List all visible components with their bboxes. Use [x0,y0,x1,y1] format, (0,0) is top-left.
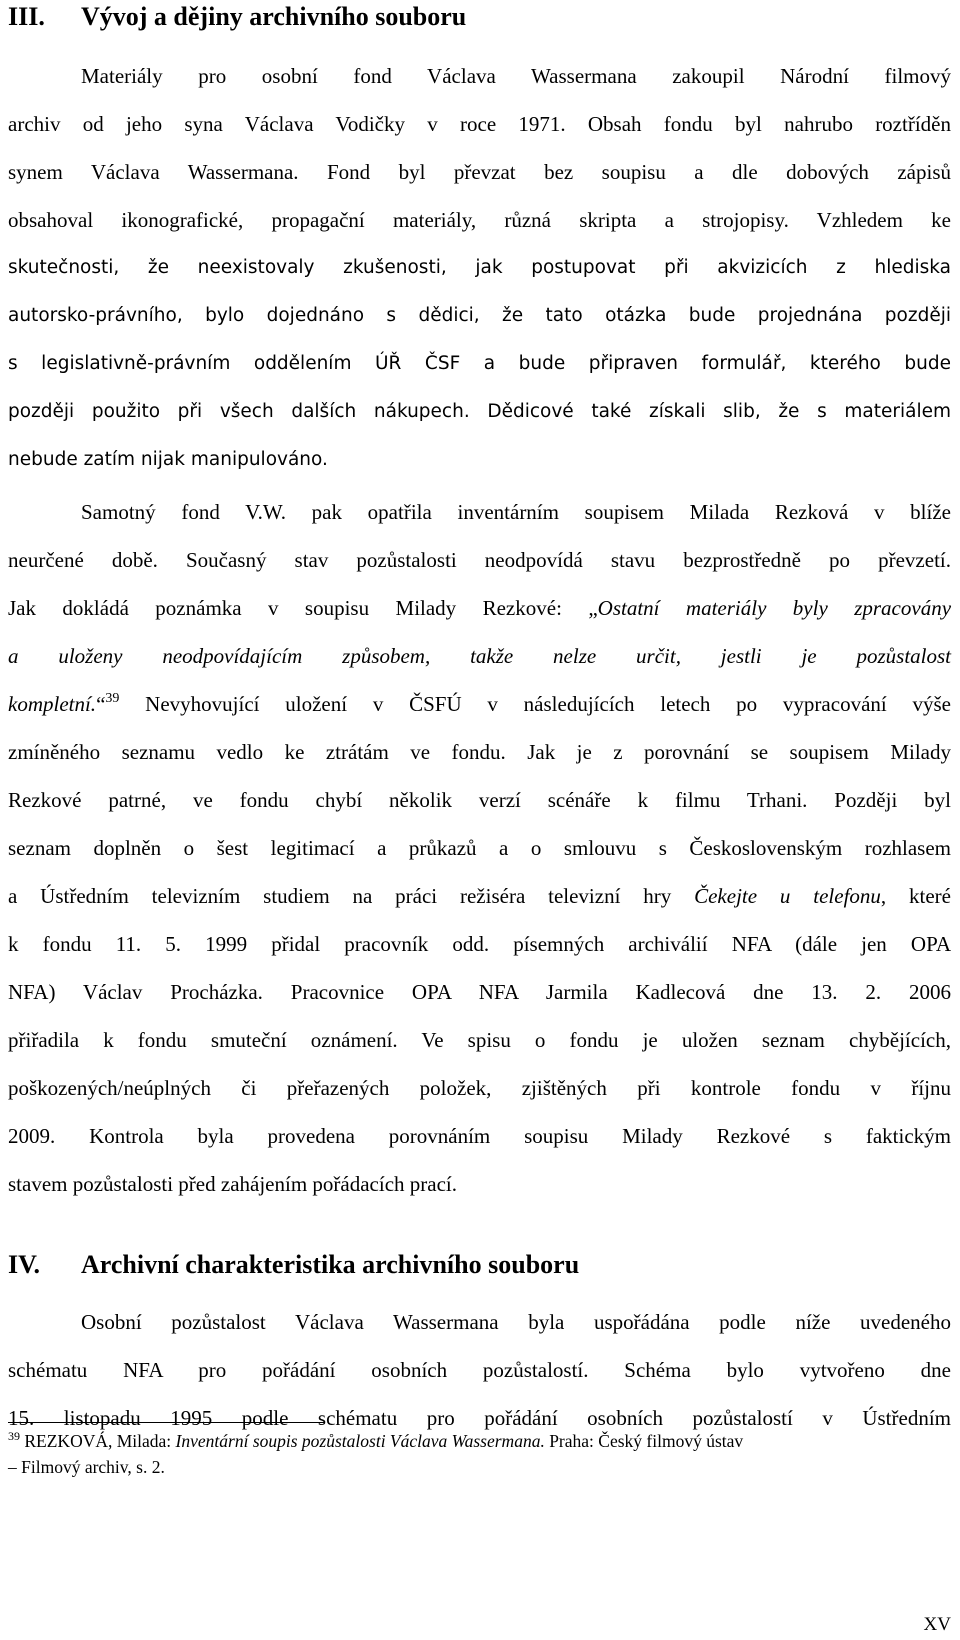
text-line: stavem pozůstalosti před zahájením pořádacích prací. [8,1172,457,1196]
text-line: Jak dokládá poznámka v soupisu Milady Rezkové: „Ostatní materiály byly zpracovány [8,596,952,620]
text-line: nebude zatím nijak manipulováno. [8,449,328,470]
section-title: Archivní charakteristika archivního souboru [81,1250,580,1279]
footnote-author: REZKOVÁ, Milada: [24,1431,176,1451]
text-line: a Ústředním televizním studiem na práci režiséra televizní hry Čekejte u telefonu, které [8,884,951,908]
text-line: Samotný fond V.W. pak opatřila inventárním soupisem Milada Rezková v blíže [81,500,951,524]
text-line: NFA) Václav Procházka. Pracovnice OPA NFA Jarmila Kadlecová dne 13. 2. 2006 [8,980,951,1004]
footnote-publisher: Praha: Český filmový ústav [544,1431,744,1451]
text-line: k fondu 11. 5. 1999 přidal pracovník odd. písemných archiválií NFA (dále jen OPA [8,932,951,956]
text-line: s legislativně-právním oddělením ÚŘ ČSF a bude připraven formulář, kterého bude [8,353,951,374]
footnote [8,1430,951,1452]
text-line: později použito při všech dalších nákupech. Dědicové také získali slib, že s materiálem [8,401,951,422]
text-line: kompletní.“$^{39}$ Nevyhovující uložení v ČSFÚ v následujících letech po vypracování výše [8,691,951,716]
text-line: 15. listopadu 1995 podle schématu pro pořádání osobních pozůstalostí v Ústředním [8,1406,951,1430]
footnote-continuation: – Filmový archiv, s. 2. [8,1457,165,1477]
text-line: přiřadila k fondu smuteční oznámení. Ve spisu o fondu je uložen seznam chybějících, [8,1028,951,1052]
section-heading-3 [8,2,466,32]
section-heading-4 [8,1250,579,1280]
text-line: synem Václava Wassermana. Fond byl převzat bez soupisu a dle dobových zápisů [8,160,951,184]
footnote-work-title: Inventární soupis pozůstalosti Václava Wassermana. [175,1431,545,1451]
text-line: Materiály pro osobní fond Václava Wassermana zakoupil Národní filmový [81,64,951,88]
text-line: schématu NFA pro pořádání osobních pozůstalostí. Schéma bylo vytvořeno dne [8,1358,951,1382]
section-number: IV. [8,1250,41,1279]
page-number: XV [923,1614,951,1635]
footnote-number: 39 [8,1429,20,1443]
text-line: Osobní pozůstalost Václava Wassermana byla uspořádána podle níže uvedeného [81,1310,951,1334]
text-line: autorsko-právního, bylo dojednáno s dědici, že tato otázka bude projednána později [8,305,951,326]
text-line: 2009. Kontrola byla provedena porovnáním soupisu Milady Rezkové s faktickým [8,1124,951,1148]
text-line: seznam doplněn o šest legitimací a průkazů a o smlouvu s Československým rozhlasem [8,836,951,860]
text-line: Rezkové patrné, ve fondu chybí několik verzí scénáře k filmu Trhani. Později byl [8,788,951,812]
footnote-separator [8,1422,325,1423]
text-line: archiv od jeho syna Václava Vodičky v roce 1971. Obsah fondu byl nahrubo roztříděn [8,112,951,136]
text-line: obsahoval ikonografické, propagační materiály, různá skripta a strojopisy. Vzhledem ke [8,208,951,232]
text-line: neurčené době. Současný stav pozůstalosti neodpovídá stavu bezprostředně po převzetí. [8,548,951,572]
text-line: zmíněného seznamu vedlo ke ztrátám ve fondu. Jak je z porovnání se soupisem Milady [8,740,951,764]
text-line: skutečnosti, že neexistovaly zkušenosti, jak postupovat při akvizicích z hlediska [8,257,951,278]
section-number: III. [8,2,45,31]
section-title: Vývoj a dějiny archivního souboru [81,2,467,31]
text-line: poškozených/neúplných či přeřazených položek, zjištěných při kontrole fondu v říjnu [8,1076,951,1100]
text-line: a uloženy neodpovídajícím způsobem, takže nelze určit, jestli je pozůstalost [8,644,951,668]
